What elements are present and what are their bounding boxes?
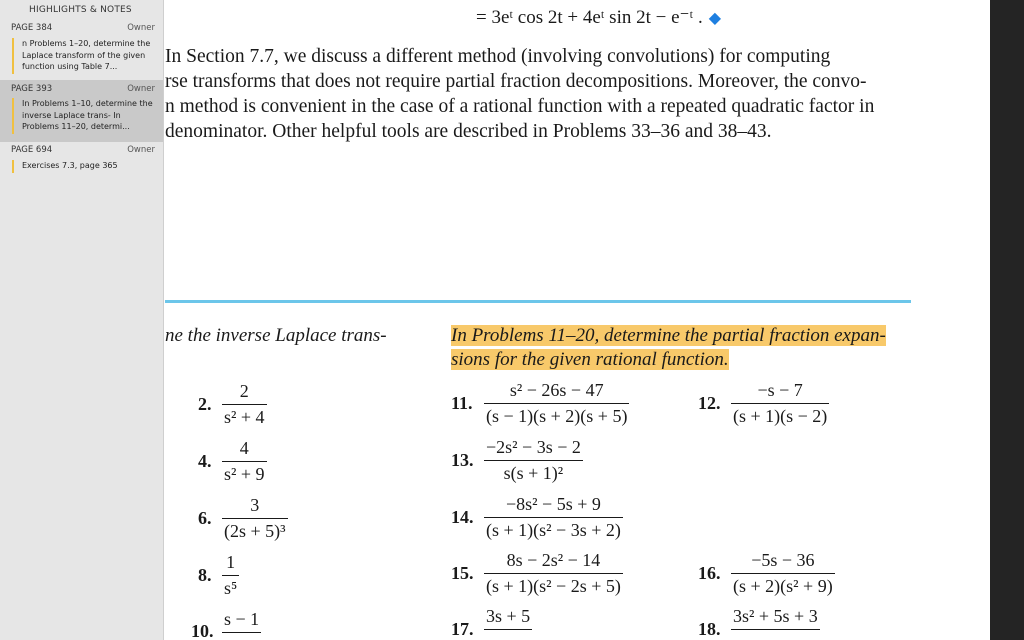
denominator: (s + 1)(s² − 2s + 5) <box>486 576 621 596</box>
problem-fraction <box>484 550 623 597</box>
note-item[interactable]: Exercises 7.3, page 365 <box>12 160 154 173</box>
numerator: s² − 26s − 47 <box>509 380 604 400</box>
numerator: s − 1 <box>224 609 260 629</box>
paragraph-line-2: rse transforms that does not require partial fraction decompositions. Moreover, the convo- <box>165 71 867 92</box>
owner-label: Owner <box>127 145 155 155</box>
fraction-bar <box>222 404 267 405</box>
problem-number: 16. <box>698 563 721 583</box>
numerator: 3 <box>250 495 260 515</box>
paragraph-line-3: n method is convenient in the case of a rational function with a repeated quadratic factor in <box>165 96 875 117</box>
problem-number: 12. <box>698 393 721 413</box>
left-column-heading: ne the inverse Laplace trans- <box>165 325 387 346</box>
problem-fraction <box>222 381 267 428</box>
denominator: s(s + 1)² <box>503 463 564 483</box>
paragraph-line-1: In Section 7.7, we discuss a different method (involving convolutions) for computing <box>165 46 831 67</box>
fraction-bar <box>222 575 239 576</box>
fraction-bar <box>484 403 629 404</box>
owner-label: Owner <box>127 84 155 94</box>
denominator: (s + 1)(s − 2) <box>733 406 828 426</box>
denominator: s⁵ <box>224 578 238 598</box>
paragraph-line-4: denominator. Other helpful tools are described in Problems 33–36 and 38–43. <box>165 121 772 142</box>
note-item[interactable]: n Problems 1–20, determine the Laplace transform of the given function using Table 7... <box>12 38 154 74</box>
problem-fraction <box>484 437 583 484</box>
numerator: 3s² + 5s + 3 <box>733 606 818 626</box>
page-label: PAGE 393 <box>11 84 53 94</box>
problem-number: 17. <box>451 619 474 639</box>
problem-fraction <box>484 606 532 632</box>
problem-number: 6. <box>198 508 212 528</box>
fraction-bar <box>484 517 623 518</box>
denominator: (s + 2)(s² + 9) <box>733 576 833 596</box>
fraction-bar <box>222 632 261 633</box>
fraction-bar <box>484 460 583 461</box>
note-group-page-393[interactable] <box>11 82 155 96</box>
denominator: (s − 1)(s + 2)(s + 5) <box>486 406 628 426</box>
denominator: s² + 4 <box>224 407 265 427</box>
numerator: 8s − 2s² − 14 <box>506 550 601 570</box>
note-item-selected[interactable]: In Problems 1–10, determine the inverse Laplace trans- In Problems 11–20, determi... <box>12 98 154 134</box>
numerator: −5s − 36 <box>751 550 815 570</box>
fraction-bar <box>222 461 267 462</box>
fraction-bar <box>731 629 820 630</box>
window-edge-dark-strip <box>990 0 1024 640</box>
problem-fraction <box>731 380 829 427</box>
numerator: −2s² − 3s − 2 <box>486 437 581 457</box>
fraction-bar <box>731 573 835 574</box>
equation-text: = 3eᵗ cos 2t + 4eᵗ sin 2t − e⁻ᵗ . <box>476 7 703 28</box>
section-divider <box>165 300 911 303</box>
problem-number: 10. <box>191 621 214 640</box>
problem-number: 8. <box>198 565 212 585</box>
problem-fraction <box>484 380 629 427</box>
numerator: 3s + 5 <box>486 606 531 626</box>
problem-number: 13. <box>451 450 474 470</box>
numerator: −8s² − 5s + 9 <box>505 494 601 514</box>
numerator: 1 <box>226 552 236 572</box>
numerator: 4 <box>239 438 249 458</box>
denominator: (2s + 5)³ <box>224 521 286 541</box>
problem-fraction <box>222 438 267 485</box>
fraction-bar <box>222 518 288 519</box>
problem-fraction <box>731 550 835 597</box>
problem-fraction <box>484 494 623 541</box>
fraction-bar <box>484 629 532 630</box>
page-label: PAGE 384 <box>11 23 53 33</box>
highlights-notes-sidebar <box>0 0 164 640</box>
problem-fraction <box>731 606 820 632</box>
numerator: −s − 7 <box>757 380 803 400</box>
numerator: 2 <box>239 381 249 401</box>
fraction-bar <box>731 403 829 404</box>
top-equation <box>476 6 721 29</box>
denominator: (s + 1)(s² − 3s + 2) <box>486 520 621 540</box>
problem-fraction <box>222 495 288 542</box>
sidebar-title: HIGHLIGHTS & NOTES <box>29 5 132 15</box>
fraction-bar <box>484 573 623 574</box>
end-of-example-diamond-icon: ◆ <box>708 10 722 27</box>
note-group-page-694[interactable] <box>11 143 155 157</box>
problem-number: 18. <box>698 619 721 639</box>
problem-number: 4. <box>198 451 212 471</box>
owner-label: Owner <box>127 23 155 33</box>
note-group-page-384[interactable] <box>11 21 155 35</box>
problem-number: 11. <box>451 393 473 413</box>
problem-number: 15. <box>451 563 474 583</box>
page-label: PAGE 694 <box>11 145 53 155</box>
problem-fraction <box>222 609 261 635</box>
highlight[interactable]: In Problems 11–20, determine the partial fraction expan- <box>451 325 886 346</box>
problem-fraction <box>222 552 239 599</box>
problem-number: 2. <box>198 394 212 414</box>
right-heading-line-2 <box>451 349 729 371</box>
highlight[interactable]: sions for the given rational function. <box>451 349 729 370</box>
problem-number: 14. <box>451 507 474 527</box>
right-heading-line-1 <box>451 325 886 347</box>
denominator: s² + 9 <box>224 464 265 484</box>
